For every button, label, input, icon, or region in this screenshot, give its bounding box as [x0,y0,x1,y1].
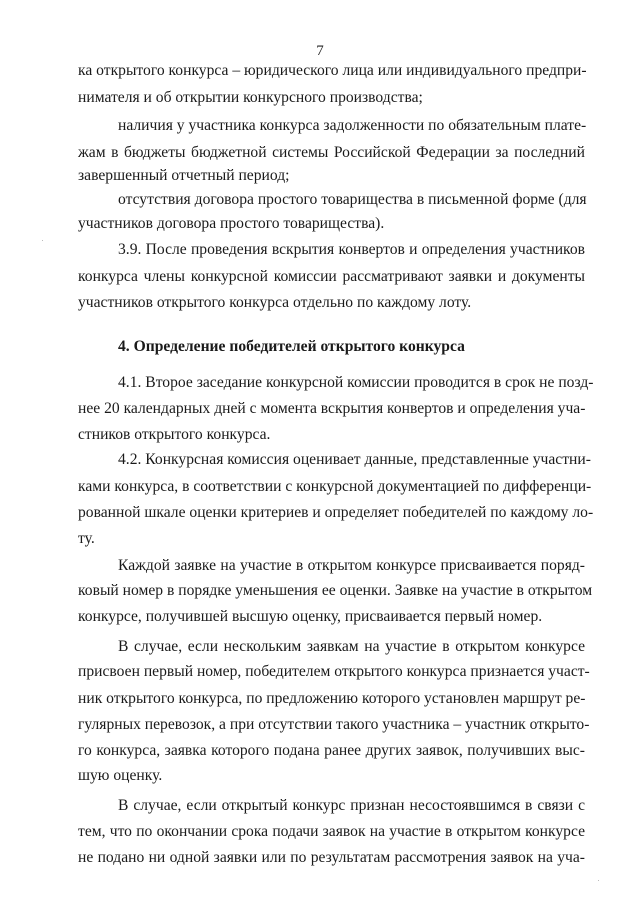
text-line: отсутствия договора простого товарищества в письменной форме (для [118,191,587,208]
text-line: конкурсе, получившей высшую оценку, присваивается первый номер. [78,608,543,625]
text-line: участников договора простого товарищества). [78,215,385,232]
text-line: шую оценку. [78,767,163,784]
text-line: ковый номер в порядке уменьшения ее оценки. Заявке на участие в открытом [78,582,593,599]
text-line: участников открытого конкурса отдельно по каждому лоту. [78,294,472,311]
text-line: В случае, если нескольким заявкам на участие в открытом конкурсе [118,638,585,655]
text-line: не подано ни одной заявки или по результатам рассмотрения заявок на уча- [78,849,585,866]
text-line: 4.1. Второе заседание конкурсной комиссии проводится в срок не позд- [118,374,594,391]
text-line: Каждой заявке на участие в открытом конкурсе присваивается поряд- [118,557,585,574]
text-line: жам в бюджеты бюджетной системы Российской Федерации за последний [78,144,585,161]
text-line: нее 20 календарных дней с момента вскрытия конвертов и определения уча- [78,400,586,417]
text-line: 4.2. Конкурсная комиссия оценивает данные, представленные участни- [118,451,591,468]
text-line: ту. [78,530,95,547]
text-line: конкурса члены конкурсной комиссии рассматривают заявки и документы [78,268,585,285]
text-line: ками конкурса, в соответствии с конкурсной документацией по дифференци- [78,478,592,495]
text-line: нимателя и об открытии конкурсного производства; [78,89,423,106]
text-line: ка открытого конкурса – юридического лица или индивидуального предпри- [78,62,587,79]
text-line: В случае, если открытый конкурс признан несостоявшимся в связи с [118,797,585,814]
text-line: ник открытого конкурса, по предложению которого установлен маршрут ре- [78,690,586,707]
text-line: го конкурса, заявка которого подана ранее других заявок, получивших выс- [78,742,585,759]
text-line: стников открытого конкурса. [78,426,271,443]
scan-speck [42,240,43,241]
text-line: наличия у участника конкурса задолженности по обязательным плате- [118,117,587,134]
text-line: завершенный отчетный период; [78,167,290,184]
text-line: гулярных перевозок, а при отсутствии такого участника – участник открыто- [78,716,590,733]
page-number: 7 [316,43,324,59]
section-heading: 4. Определение победителей открытого конкурса [118,338,465,355]
text-line: рованной шкале оценки критериев и определяет победителей по каждому ло- [78,504,594,521]
scan-speck [598,880,599,881]
text-line: присвоен первый номер, победителем открытого конкурса признается участ- [78,663,590,680]
text-line: 3.9. После проведения вскрытия конвертов и определения участников [118,241,585,258]
text-line: тем, что по окончании срока подачи заявок на участие в открытом конкурсе [78,823,585,840]
